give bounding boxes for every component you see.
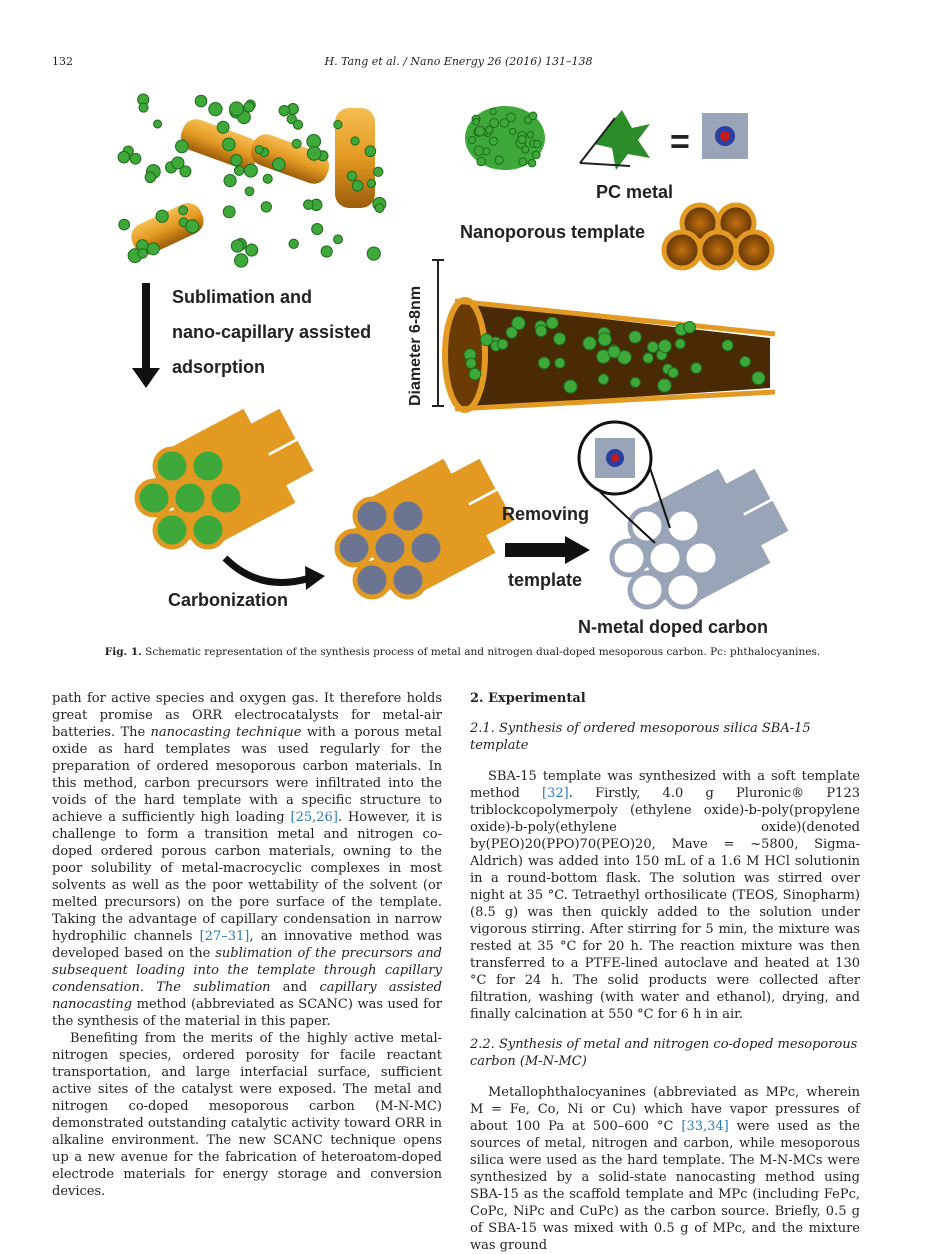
pc-metal-group xyxy=(465,106,748,202)
pc-molecule xyxy=(292,139,301,148)
intro-paragraph-1: path for active species and oxygen gas. It therefore holds great promise as ORR electrocatalysts for metal-air batteries. The nanocasting technique with a porous metal oxide as hard templates was used regularly for the preparation of ordered mesoporous carbon materials. In this method, carbon precursors were infiltrated into the voids of the hard template with a specific structure to achieve a sufficiently high loading [25,26]. However, it is challenge to form a transition metal and nitrogen co-doped ordered porous carbon materials, owning to the poor solubility of metal-macrocyclic complexes in most solvents as well as the poor wettability of the solvent (or melted precursors) on the pore surface of the template. Taking the advantage of capillary condensation in narrow hydrophilic channels [27–31], an innovative method was developed based on the sublimation of the precursors and subsequent loading into the template through capillary condensation. The sublimation and capillary assisted nanocasting method (abbreviated as SCANC) was used for the synthesis of the material in this paper. xyxy=(52,691,443,1029)
pc-molecule xyxy=(564,380,577,393)
pc-molecule xyxy=(532,151,540,159)
carbonized-bundle xyxy=(337,459,513,597)
pc-molecule xyxy=(186,220,199,233)
pc-molecule xyxy=(179,206,188,215)
pore-opening xyxy=(684,541,718,575)
pc-molecule xyxy=(195,95,207,107)
sublimation-label-2: nano-capillary assisted xyxy=(172,322,372,342)
pore-opening xyxy=(155,449,189,483)
pc-molecule xyxy=(234,166,244,176)
pc-molecule xyxy=(668,368,678,378)
pc-molecule xyxy=(474,146,483,155)
pore-opening xyxy=(173,481,207,515)
pc-molecule xyxy=(629,331,641,343)
template-word-label: template xyxy=(508,570,583,590)
pore-opening xyxy=(155,513,189,547)
pc-molecule xyxy=(130,153,141,164)
page-header xyxy=(52,55,865,71)
pc-molecule xyxy=(506,327,517,338)
arrow-right-icon xyxy=(505,536,590,564)
pore-opening xyxy=(666,573,700,607)
pc-molecule xyxy=(352,181,363,192)
pore-opening xyxy=(612,541,646,575)
pc-molecule xyxy=(255,145,263,153)
pc-molecule xyxy=(546,317,558,329)
loaded-template-bundle xyxy=(137,409,313,547)
pc-molecule xyxy=(528,159,536,167)
pc-molecule xyxy=(538,357,550,369)
pc-molecule xyxy=(272,158,285,171)
right-column xyxy=(470,690,860,1254)
pc-molecule xyxy=(583,337,596,350)
pore-opening xyxy=(337,531,371,565)
carbonization-label: Carbonization xyxy=(168,590,288,610)
pc-molecule xyxy=(497,339,507,349)
figure-schematic xyxy=(110,88,820,640)
pc-molecule xyxy=(490,108,496,114)
caption-label: Fig. 1. xyxy=(104,646,142,658)
experimental-paragraph-2: Metallophthalocyanines (abbreviated as MPc, wherein M = Fe, Co, Ni or Cu) which have vapor pressures of about 100 Pa at 500–600 °C [33,34] were used as the sources of metal, nitrogen and carbon, while mesoporous silica were used as the hard template. The M-N-MCs were synthesized by a solid-state nanocasting method using SBA-15 as the scaffold template and MPc (including FePc, CoPc, NiPc and CuPc) as the carbon source. Briefly, 0.5 g of SBA-15 was mixed with 0.5 g of MPc, and the mixture was ground xyxy=(470,1085,860,1253)
pore-opening xyxy=(409,531,443,565)
pc-molecule xyxy=(518,135,526,143)
pc-molecule xyxy=(691,363,702,374)
pc-molecule xyxy=(365,146,376,157)
pc-molecule xyxy=(154,120,162,128)
pore-opening xyxy=(191,449,225,483)
pore-opening xyxy=(648,541,682,575)
pc-molecule xyxy=(367,247,380,260)
intro-paragraph-2: Benefiting from the merits of the highly active metal-nitrogen species, ordered porosity for facile reactant transportation, and large interfacial surface, sufficient active sites of the catalyst were exposed. The metal and nitrogen co-doped mesoporous carbon (M-N-MC) demonstrated outstanding catalytic activity toward ORR in alkaline environment. The new SCANC technique opens up a new avenue for the fabrication of heteroatom-doped electrode materials for energy storage and conversion devices. xyxy=(52,1031,442,1199)
pc-molecule xyxy=(473,119,480,126)
pc-molecule xyxy=(507,113,516,122)
subsection-heading-1: 2.1. Synthesis of ordered mesoporous silica SBA-15 template xyxy=(470,721,811,753)
template-label: Nanoporous template xyxy=(460,222,646,242)
pc-molecule xyxy=(176,140,189,153)
experimental-paragraph-1: SBA-15 template was synthesized with a soft template method [32]. Firstly, 4.0 g Pluronic® P123 triblockcopolymerpoly (ethylene oxide)-b-poly(propylene oxide)-b-poly(ethylene oxide)(denoted by(PEO)20(PPO)70(PEO)20, Mave = ~5800, Sigma-Aldrich) was added into 150 mL of a 1.6 M HCl solutionin in a round-bottom flask. The solution was stirred over night at 35 °C. Tetraethyl orthosilicate (TEOS, Sinopharm) (8.5 g) was then quickly added to the solution under vigorous stirring. After stirring for 5 min, the mixture was rested at 35 °C for 20 h. The reaction mixture was then transferred to a PTFE-lined autoclave and heated at 130 °C for 24 h. The solid products were collected after filtration, washing (with water and ethanol), drying, and finally calcination at 550 °C for 6 h in air. xyxy=(470,769,860,1022)
pore-opening xyxy=(391,563,425,597)
pc-molecule xyxy=(235,254,248,267)
pc-metal-label: PC metal xyxy=(596,182,674,202)
pc-molecule xyxy=(534,140,541,147)
pc-molecule xyxy=(224,174,236,186)
pc-molecule xyxy=(231,240,243,252)
pc-molecule xyxy=(217,121,229,133)
pc-molecule xyxy=(139,103,148,112)
pc-molecule xyxy=(138,249,147,258)
pc-molecule xyxy=(312,224,323,235)
pc-molecule xyxy=(510,128,516,134)
pc-molecule xyxy=(118,151,130,163)
pc-molecule xyxy=(522,146,529,153)
pc-molecule xyxy=(347,171,356,180)
pc-molecule xyxy=(527,132,533,138)
pc-molecule xyxy=(647,341,658,352)
pc-molecule xyxy=(630,377,640,387)
pc-molecule xyxy=(263,174,272,183)
pc-molecule xyxy=(147,243,159,255)
pc-molecule xyxy=(244,164,257,177)
pore-opening xyxy=(355,563,389,597)
curved-arrow-icon xyxy=(225,558,310,583)
pc-molecule xyxy=(489,137,497,145)
section-heading: 2. Experimental xyxy=(470,691,586,706)
citation-link[interactable]: [33,34] xyxy=(681,1119,729,1134)
pore-cross-section xyxy=(407,260,775,410)
pc-molecule xyxy=(469,368,481,380)
doped-carbon-bundle xyxy=(612,469,788,607)
pc-molecule xyxy=(468,137,475,144)
pc-molecule xyxy=(367,179,375,187)
pore-opening xyxy=(137,481,171,515)
pc-molecule xyxy=(334,235,343,244)
pc-molecule xyxy=(307,147,321,161)
page-number: 132 xyxy=(52,55,73,68)
pc-molecule xyxy=(172,157,184,169)
pc-molecule xyxy=(293,120,302,129)
pc-molecule xyxy=(304,200,314,210)
sublimation-label-1: Sublimation and xyxy=(172,287,313,307)
template-bundle-icon xyxy=(664,205,772,268)
pore-opening xyxy=(391,499,425,533)
pc-molecule xyxy=(554,333,566,345)
pc-molecule xyxy=(321,246,332,257)
precursor-cluster xyxy=(118,94,386,267)
pc-molecule xyxy=(119,219,130,230)
pc-molecule xyxy=(519,158,527,166)
pc-molecule xyxy=(375,204,384,213)
pc-molecule xyxy=(246,244,258,256)
pc-molecule xyxy=(658,340,671,353)
pc-molecule xyxy=(244,102,254,112)
pc-molecule xyxy=(658,379,671,392)
pc-molecule xyxy=(598,374,608,384)
pore-opening xyxy=(666,509,700,543)
removing-label: Removing xyxy=(502,504,590,524)
pc-molecule xyxy=(752,372,765,385)
pc-molecule xyxy=(334,121,342,129)
diameter-label: Diameter 6-8nm xyxy=(407,285,424,406)
pc-molecule xyxy=(245,187,254,196)
arrow-down-icon xyxy=(132,283,160,388)
pc-molecule xyxy=(261,202,271,212)
figure-caption xyxy=(60,646,865,658)
citation-link[interactable]: [32] xyxy=(542,786,569,801)
pc-molecule xyxy=(222,138,235,151)
pc-molecule xyxy=(722,340,733,351)
phthalocyanine-icon xyxy=(702,113,748,159)
pore-opening xyxy=(191,513,225,547)
pc-molecule xyxy=(608,346,620,358)
pc-molecule xyxy=(684,322,696,334)
pore-opening xyxy=(630,573,664,607)
pc-molecule xyxy=(477,157,485,165)
pc-molecule xyxy=(223,206,235,218)
pore-opening xyxy=(355,499,389,533)
citation-link[interactable]: [25,26] xyxy=(290,810,338,825)
pc-molecule xyxy=(555,358,565,368)
pc-molecule xyxy=(740,356,751,367)
caption-text: Schematic representation of the synthesis process of metal and nitrogen dual-doped mesoporous carbon. Pc: phthalocyanines. xyxy=(145,646,821,658)
sublimation-label-3: adsorption xyxy=(172,357,265,377)
pc-molecule xyxy=(535,325,546,336)
pc-molecule xyxy=(598,333,611,346)
subsection-heading-2: 2.2. Synthesis of metal and nitrogen co-doped mesoporous carbon (M-N-MC) xyxy=(470,1037,858,1069)
pc-molecule xyxy=(466,358,476,368)
running-title: H. Tang et al. / Nano Energy 26 (2016) 131–138 xyxy=(324,55,593,68)
pc-molecule xyxy=(643,353,653,363)
pc-molecule xyxy=(475,126,485,136)
pc-molecule xyxy=(289,239,298,248)
pc-molecule xyxy=(209,102,222,115)
pc-molecule xyxy=(675,339,685,349)
equals-sign: = xyxy=(670,123,690,161)
pc-molecule xyxy=(529,112,537,120)
pc-molecule xyxy=(231,155,242,166)
citation-link[interactable]: [27–31] xyxy=(199,929,250,944)
pore-opening xyxy=(373,531,407,565)
left-column xyxy=(52,690,442,1200)
pc-molecule xyxy=(495,156,503,164)
pc-molecule xyxy=(351,137,359,145)
pc-molecule xyxy=(374,167,383,176)
pc-molecule xyxy=(230,102,244,116)
pc-molecule xyxy=(279,105,289,115)
pc-molecule xyxy=(486,126,493,133)
pc-molecule xyxy=(145,172,155,182)
product-label: N-metal doped carbon xyxy=(578,617,769,637)
pc-molecule xyxy=(156,210,168,222)
pore-opening xyxy=(630,509,664,543)
pc-molecule-icon xyxy=(594,110,650,170)
pore-opening xyxy=(209,481,243,515)
